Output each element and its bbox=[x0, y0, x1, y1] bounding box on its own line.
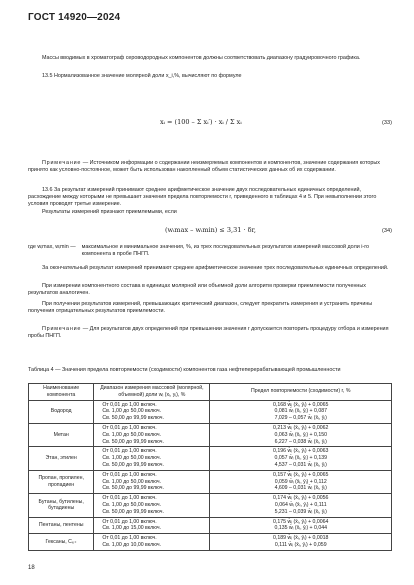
table-header-row bbox=[29, 384, 392, 401]
paragraph: За окончательный результат измерений принимают среднее арифметическое значение трех последовательных единичных определений. bbox=[42, 265, 389, 271]
note-text: — Источником информации о содержании неизмеряемых компонентов и компонентов, значение содержания которых принято как условно-постоянное, может быть использован накопленный объем статистических данных об их содержании. bbox=[28, 160, 380, 173]
range-line: Св. 1,00 до 10,00 включ. bbox=[102, 541, 162, 548]
range-cell bbox=[94, 447, 210, 470]
equation-number: (34) bbox=[382, 228, 392, 234]
component-cell: Метан bbox=[29, 423, 94, 446]
limit-line: 0,168 w̄ᵢ (x̄ᵢ, ȳᵢ) + 0,0065 bbox=[273, 401, 329, 408]
range-cell bbox=[94, 400, 210, 423]
range-cell bbox=[94, 517, 210, 534]
standard-header: ГОСТ 14920—2024 bbox=[28, 12, 121, 23]
table-row bbox=[29, 494, 392, 517]
limit-cell bbox=[210, 470, 392, 493]
range-cell bbox=[94, 423, 210, 446]
range-line: От 0,01 до 1,00 включ. bbox=[102, 401, 157, 408]
page-number: 18 bbox=[28, 565, 35, 571]
limit-line: 0,064 w̄ᵢ (x̄ᵢ, ȳᵢ) + 0,111 bbox=[274, 501, 327, 508]
table-row bbox=[29, 447, 392, 470]
table-row bbox=[29, 400, 392, 423]
limit-line: 7,029 – 0,057 w̄ᵢ (x̄ᵢ, ȳᵢ) bbox=[274, 415, 327, 422]
component-cell: Гексаны, C₆₊ bbox=[29, 534, 94, 551]
limit-line: 0,174 w̄ᵢ (x̄ᵢ, ȳᵢ) + 0,0056 bbox=[273, 495, 329, 502]
table-row bbox=[29, 534, 392, 551]
paragraph: Результаты измерений признают приемлемыми, если bbox=[42, 209, 177, 215]
component-cell: Бутаны, бутилены, бутадиены bbox=[29, 494, 94, 517]
range-line: Св. 1,00 до 15,00 включ. bbox=[102, 525, 162, 532]
range-line: Св. 1,00 до 50,00 включ. bbox=[102, 455, 162, 462]
range-line: Св. 50,00 до 99,99 включ. bbox=[102, 461, 164, 468]
component-cell: Пропан, пропилен, пропадиен bbox=[29, 470, 94, 493]
paragraph: При измерении компонентного состава в единицах молярной или объемной доли алгоритм проверки приемлемости полученных результатов аналогичен. bbox=[28, 283, 366, 296]
range-cell bbox=[94, 494, 210, 517]
range-line: Св. 1,00 до 50,00 включ. bbox=[102, 408, 162, 415]
where-clause bbox=[28, 244, 392, 258]
range-line: Св. 50,00 до 99,99 включ. bbox=[102, 415, 164, 422]
range-line: От 0,01 до 1,00 включ. bbox=[102, 535, 157, 542]
paragraph: 13.6 За результат измерений принимают среднее арифметическое значение двух последовательных единичных определений, расхождение между которыми не превышает значения предела повторяемости r, приведенного в таблицах 4 и 5. При невыполнении этого условия проводят третье измерение. bbox=[28, 187, 377, 207]
paragraph: 13.5 Нормализованное значение молярной доли x_i,%, вычисляют по формуле bbox=[42, 73, 242, 79]
limit-line: 0,189 w̄ᵢ (x̄ᵢ, ȳᵢ) + 0,0018 bbox=[273, 535, 329, 542]
limit-line: 5,231 – 0,039 w̄ᵢ (x̄ᵢ, ȳᵢ) bbox=[274, 508, 327, 515]
limit-line: 6,227 – 0,038 w̄ᵢ (x̄ᵢ, ȳᵢ) bbox=[274, 438, 327, 445]
note-label: Примечание bbox=[42, 160, 82, 166]
limit-cell bbox=[210, 423, 392, 446]
equation-number: (33) bbox=[382, 120, 392, 126]
column-header: Диапазон измерения массовой (молярной, объемной) доли wᵢ (xᵢ, yᵢ), % bbox=[94, 384, 210, 401]
range-line: Св. 1,00 до 50,00 включ. bbox=[102, 478, 162, 485]
where-text: максимальное и минимальное значения, %, из трех последовательных результатов измерений массовой доли i-го компонента в пробе ПНГП. bbox=[81, 244, 370, 257]
where-symbol: где wᵢmax, wᵢmin — bbox=[28, 244, 76, 250]
limit-line: 4,537 – 0,031 w̄ᵢ (x̄ᵢ, ȳᵢ) bbox=[274, 461, 327, 468]
component-cell: Пентаны, пентены bbox=[29, 517, 94, 534]
range-line: Св. 50,00 до 99,99 включ. bbox=[102, 508, 164, 515]
note-text: — Для результатов двух определений при превышении значения r допускается повторить процедуру отбора и измерения пробы ПНГП. bbox=[28, 326, 389, 339]
limit-line: 4,609 – 0,031 w̄ᵢ (x̄ᵢ, ȳᵢ) bbox=[274, 485, 327, 492]
limit-line: 0,081 w̄ᵢ (x̄ᵢ, ȳᵢ) + 0,087 bbox=[274, 408, 327, 415]
formula-33: xᵢ = (100 – Σ xᵢ′) · xᵢ / Σ xᵢ bbox=[160, 118, 242, 126]
repeatability-table bbox=[28, 383, 392, 551]
range-cell bbox=[94, 470, 210, 493]
limit-line: 0,059 w̄ᵢ (x̄ᵢ, ȳᵢ) + 0,112 bbox=[274, 478, 327, 485]
limit-cell bbox=[210, 494, 392, 517]
limit-line: 0,213 w̄ᵢ (x̄ᵢ, ȳᵢ) + 0,0062 bbox=[273, 424, 329, 431]
range-line: От 0,01 до 1,00 включ. bbox=[102, 495, 157, 502]
range-line: От 0,01 до 1,00 включ. bbox=[102, 448, 157, 455]
limit-cell bbox=[210, 400, 392, 423]
range-line: От 0,01 до 1,00 включ. bbox=[102, 424, 157, 431]
limit-line: 0,157 w̄ᵢ (x̄ᵢ, ȳᵢ) + 0,0065 bbox=[273, 471, 329, 478]
range-cell bbox=[94, 534, 210, 551]
component-cell: Водород bbox=[29, 400, 94, 423]
formula-34: (wᵢmax – wᵢmin) ≤ 3,31 · δr, bbox=[165, 226, 256, 234]
component-cell: Этан, этилен bbox=[29, 447, 94, 470]
limit-cell bbox=[210, 447, 392, 470]
column-header: Наименование компонента bbox=[29, 384, 94, 401]
limit-line: 0,135 w̄ᵢ (x̄ᵢ, ȳᵢ) + 0,044 bbox=[274, 525, 327, 532]
range-line: От 0,01 до 1,00 включ. bbox=[102, 518, 157, 525]
limit-line: 0,057 w̄ᵢ (x̄ᵢ, ȳᵢ) + 0,139 bbox=[274, 455, 327, 462]
range-line: Св. 50,00 до 99,99 включ. bbox=[102, 438, 164, 445]
range-line: Св. 1,00 до 50,00 включ. bbox=[102, 501, 162, 508]
note-2 bbox=[28, 326, 392, 340]
range-line: От 0,01 до 1,00 включ. bbox=[102, 471, 157, 478]
limit-line: 0,063 w̄ᵢ (x̄ᵢ, ȳᵢ) + 0,150 bbox=[274, 431, 327, 438]
table-row bbox=[29, 423, 392, 446]
table-caption: Таблица 4 — Значения предела повторяемости (сходимости) компонентов газа нефтеперерабатывающей промышленности bbox=[28, 367, 341, 373]
limit-line: 0,111 w̄ᵢ (x̄ᵢ, ȳᵢ) + 0,059 bbox=[274, 541, 327, 548]
range-line: Св. 50,00 до 99,99 включ. bbox=[102, 485, 164, 492]
note-label: Примечание bbox=[42, 326, 82, 332]
note-1 bbox=[28, 160, 392, 174]
limit-cell bbox=[210, 517, 392, 534]
table-row bbox=[29, 517, 392, 534]
table-row bbox=[29, 470, 392, 493]
range-line: Св. 1,00 до 50,00 включ. bbox=[102, 431, 162, 438]
table-body bbox=[29, 400, 392, 550]
column-header: Предел повторяемости (сходимости) r, % bbox=[210, 384, 392, 401]
limit-line: 0,196 w̄ᵢ (x̄ᵢ, ȳᵢ) + 0,0063 bbox=[273, 448, 329, 455]
paragraph: При получении результатов измерений, превышающих критический диапазон, следует прекратить измерения и устранить причины получения отрицательных результатов приемлемости. bbox=[28, 301, 373, 314]
limit-line: 0,175 w̄ᵢ (x̄ᵢ, ȳᵢ) + 0,0064 bbox=[273, 518, 329, 525]
paragraph: Массы вводимых в хроматограф сероводородных компонентов должны соответствовать диапазону градуировочного графика. bbox=[42, 55, 361, 61]
limit-cell bbox=[210, 534, 392, 551]
